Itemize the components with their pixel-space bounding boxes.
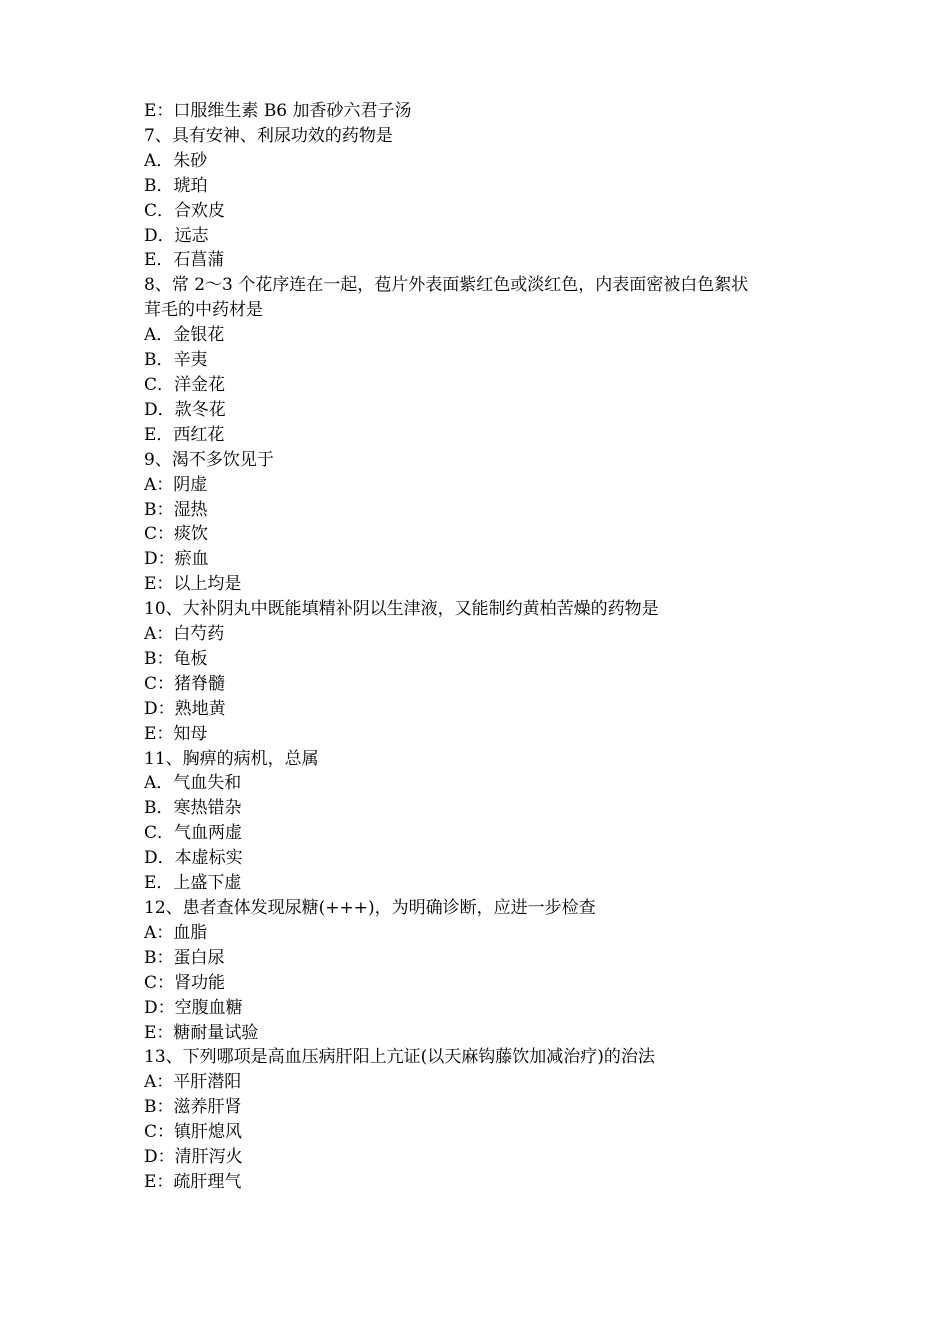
option-line: D：空腹血糖 <box>144 997 243 1018</box>
option-line: D．款冬花 <box>144 399 226 420</box>
option-line: C．洋金花 <box>144 374 226 395</box>
question-line: 7、具有安神、利尿功效的药物是 <box>144 125 393 146</box>
option-line: C：痰饮 <box>144 524 209 545</box>
option-line: A：阴虚 <box>144 474 208 495</box>
question-line: 13、下列哪项是高血压病肝阳上亢证(以天麻钩藤饮加减治疗)的治法 <box>144 1047 655 1068</box>
option-line: A．气血失和 <box>144 773 242 794</box>
option-line: B．寒热错杂 <box>144 798 242 819</box>
option-line: C．气血两虚 <box>144 823 243 844</box>
question-line: 10、大补阴丸中既能填精补阴以生津液，又能制约黄柏苦燥的药物是 <box>144 599 659 620</box>
option-line: B：湿热 <box>144 499 208 520</box>
option-line: E．西红花 <box>144 424 225 445</box>
question-line: 11、胸痹的病机，总属 <box>144 748 319 769</box>
option-line: A：白芍药 <box>144 624 225 645</box>
option-line: C：猪脊髓 <box>144 673 226 694</box>
option-line: B：蛋白尿 <box>144 947 225 968</box>
option-line: A．朱砂 <box>144 150 208 171</box>
option-line: A．金银花 <box>144 325 225 346</box>
option-line: D：熟地黄 <box>144 698 226 719</box>
option-line: A：平肝潜阳 <box>144 1072 242 1093</box>
option-line: C．合欢皮 <box>144 200 226 221</box>
option-line: D：瘀血 <box>144 549 209 570</box>
option-line: E．石菖蒲 <box>144 250 225 271</box>
option-line: A：血脂 <box>144 922 208 943</box>
option-line: C：镇肝熄风 <box>144 1122 243 1143</box>
question-line: 8、常 2～3 个花序连在一起，苞片外表面紫红色或淡红色，内表面密被白色絮状 <box>144 275 749 296</box>
question-line: 12、患者查体发现尿糖(+++)，为明确诊断，应进一步检查 <box>144 898 596 918</box>
option-line: E．上盛下虚 <box>144 873 242 894</box>
option-line: E：知母 <box>144 723 208 744</box>
option-line: B：滋养肝肾 <box>144 1097 242 1118</box>
option-line: B：龟板 <box>144 648 208 669</box>
option-line: E：糖耐量试验 <box>144 1022 259 1043</box>
option-line: E：口服维生素 B6 加香砂六君子汤 <box>144 101 412 121</box>
option-line: E：以上均是 <box>144 574 242 595</box>
option-line: B．琥珀 <box>144 175 208 196</box>
document-page <box>144 99 824 1195</box>
question-line: 9、渴不多饮见于 <box>144 449 274 470</box>
option-line: D．本虚标实 <box>144 848 243 869</box>
option-line: E：疏肝理气 <box>144 1171 242 1192</box>
option-line: D．远志 <box>144 225 209 246</box>
question-line-continued: 茸毛的中药材是 <box>144 300 263 321</box>
option-line: C：肾功能 <box>144 972 226 993</box>
option-line: D：清肝泻火 <box>144 1147 243 1168</box>
option-line: B．辛夷 <box>144 350 208 371</box>
